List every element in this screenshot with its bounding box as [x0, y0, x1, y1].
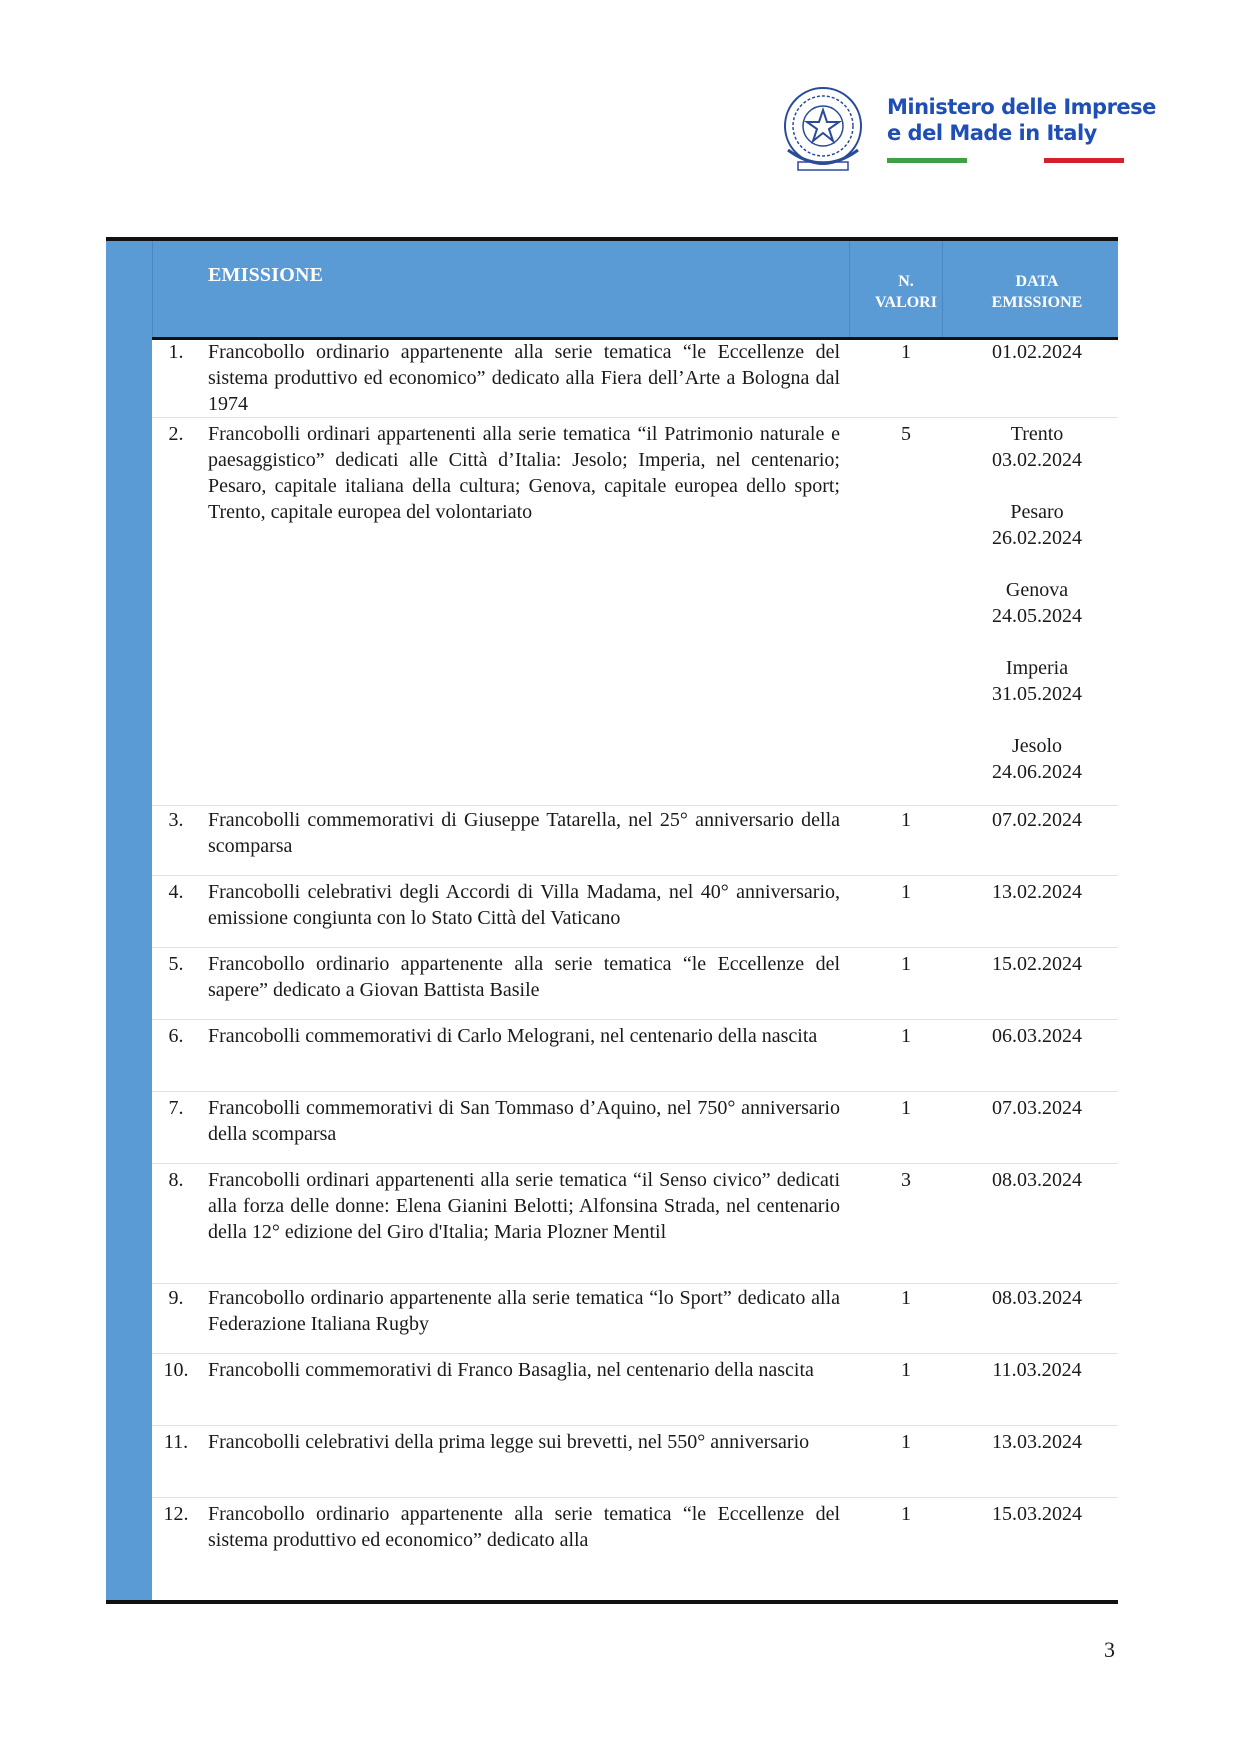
row-separator: [152, 1019, 1118, 1020]
table-bottom-rule: [106, 1600, 1118, 1604]
row-n-valori: 5: [901, 423, 911, 445]
emissions-table: [106, 237, 1118, 1604]
row-separator: [152, 1497, 1118, 1498]
column-header-n-valori-line1: N.: [898, 273, 914, 290]
header-separator: [849, 241, 850, 337]
row-date: 07.02.2024: [992, 809, 1082, 831]
row-number: 3.: [168, 809, 184, 831]
date-place: Genova: [1005, 579, 1069, 601]
ministry-name-line2: e del Made in Italy: [887, 121, 1097, 145]
row-n-valori: 1: [901, 1287, 911, 1309]
header-separator: [152, 241, 153, 337]
row-description: Francobollo ordinario appartenente alla serie tematica “le Eccellenze del sistema produttivo ed economico” dedicato alla: [208, 1503, 840, 1551]
date-place: Imperia: [1005, 657, 1069, 679]
column-header-data-emissione: [956, 271, 1118, 313]
row-description: Francobolli ordinari appartenenti alla serie tematica “il Senso civico” dedicati alla forza delle donne: Elena Gianini Belotti; Alfonsina Strada, nel centenario della 12° edizione del Giro d'Italia; Maria Plozner Mentil: [208, 1169, 840, 1243]
row-n-valori: 1: [901, 953, 911, 975]
column-header-data-line1: DATA: [1015, 273, 1059, 290]
row-number: 1.: [168, 341, 184, 363]
row-date: 15.03.2024: [992, 1503, 1082, 1525]
row-separator: [152, 1091, 1118, 1092]
row-separator: [152, 947, 1118, 948]
ministry-logo: [780, 80, 1156, 180]
row-separator: [152, 1353, 1118, 1354]
date-value: 26.02.2024: [992, 527, 1082, 549]
row-number: 4.: [168, 881, 184, 903]
row-description: Francobolli ordinari appartenenti alla serie tematica “il Patrimonio naturale e paesaggistico” dedicati alle Città d’Italia: Jesolo; Imperia, nel centenario; Pesaro, capitale italiana della cultura; Genova, capitale europea dello sport; Trento, capitale europea del volontariato: [208, 423, 840, 523]
row-n-valori: 1: [901, 1359, 911, 1381]
row-separator: [152, 1283, 1118, 1284]
row-number: 11.: [163, 1431, 189, 1453]
page-number: 3: [1104, 1637, 1115, 1662]
date-group: [956, 421, 1118, 473]
row-n-valori: 1: [901, 1097, 911, 1119]
row-description: Francobollo ordinario appartenente alla serie tematica “lo Sport” dedicato alla Federazione Italiana Rugby: [208, 1287, 840, 1335]
row-n-valori: 1: [901, 881, 911, 903]
table-side-band: [106, 241, 152, 1600]
row-description: Francobolli commemorativi di San Tommaso d’Aquino, nel 750° anniversario della scomparsa: [208, 1097, 840, 1145]
row-separator: [152, 1425, 1118, 1426]
ministry-name: [887, 94, 1156, 146]
row-date: 15.02.2024: [992, 953, 1082, 975]
date-group: [956, 499, 1118, 551]
row-number: 7.: [168, 1097, 184, 1119]
flag-stripe-green: [887, 158, 967, 163]
row-number: 8.: [168, 1169, 184, 1191]
row-date: 13.03.2024: [992, 1431, 1082, 1453]
row-number: 2.: [168, 423, 184, 445]
ministry-name-line1: Ministero delle Imprese: [887, 95, 1156, 119]
row-date: 08.03.2024: [992, 1287, 1082, 1309]
date-group: [956, 577, 1118, 629]
column-header-data-line2: EMISSIONE: [991, 294, 1083, 311]
row-date: 06.03.2024: [992, 1025, 1082, 1047]
date-value: 24.06.2024: [992, 761, 1082, 783]
row-description: Francobolli commemorativi di Franco Basaglia, nel centenario della nascita: [208, 1359, 814, 1381]
column-header-n-valori: [856, 271, 956, 313]
row-description: Francobolli commemorativi di Carlo Melograni, nel centenario della nascita: [208, 1025, 818, 1047]
row-n-valori: 1: [901, 341, 911, 363]
row-separator: [152, 1163, 1118, 1164]
date-value: 31.05.2024: [992, 683, 1082, 705]
date-place: Pesaro: [1010, 501, 1064, 523]
row-date-list: [956, 421, 1118, 785]
row-date: 07.03.2024: [992, 1097, 1082, 1119]
column-header-n-valori-line2: VALORI: [875, 294, 937, 311]
date-group: [956, 655, 1118, 707]
row-number: 10.: [163, 1359, 189, 1381]
row-n-valori: 1: [901, 809, 911, 831]
row-separator: [152, 805, 1118, 806]
row-separator: [152, 417, 1118, 418]
row-date: 01.02.2024: [992, 341, 1082, 363]
row-description: Francobollo ordinario appartenente alla serie tematica “le Eccellenze del sistema produttivo ed economico” dedicato alla Fiera dell’Arte a Bologna dal 1974: [208, 341, 840, 415]
row-date: 13.02.2024: [992, 881, 1082, 903]
row-number: 6.: [168, 1025, 184, 1047]
row-number: 12.: [163, 1503, 189, 1525]
date-value: 03.02.2024: [992, 449, 1082, 471]
italian-republic-emblem-icon: [780, 80, 866, 176]
row-date: 11.03.2024: [992, 1359, 1082, 1381]
date-place: Trento: [1010, 423, 1064, 445]
row-description: Francobolli celebrativi degli Accordi di Villa Madama, nel 40° anniversario, emissione congiunta con lo Stato Città del Vaticano: [208, 881, 840, 929]
row-separator: [152, 875, 1118, 876]
row-description: Francobolli celebrativi della prima legge sui brevetti, nel 550° anniversario: [208, 1431, 810, 1453]
flag-stripe-red: [1044, 158, 1124, 163]
row-description: Francobollo ordinario appartenente alla serie tematica “le Eccellenze del sapere” dedicato a Giovan Battista Basile: [208, 953, 840, 1001]
date-value: 24.05.2024: [992, 605, 1082, 627]
column-header-emissione: EMISSIONE: [208, 264, 324, 286]
row-n-valori: 3: [901, 1169, 911, 1191]
date-place: Jesolo: [1012, 735, 1062, 757]
row-n-valori: 1: [901, 1025, 911, 1047]
row-n-valori: 1: [901, 1431, 911, 1453]
date-group: [956, 733, 1118, 785]
row-description: Francobolli commemorativi di Giuseppe Tatarella, nel 25° anniversario della scomparsa: [208, 809, 840, 857]
row-n-valori: 1: [901, 1503, 911, 1525]
row-number: 5.: [168, 953, 184, 975]
row-number: 9.: [168, 1287, 184, 1309]
row-date: 08.03.2024: [992, 1169, 1082, 1191]
